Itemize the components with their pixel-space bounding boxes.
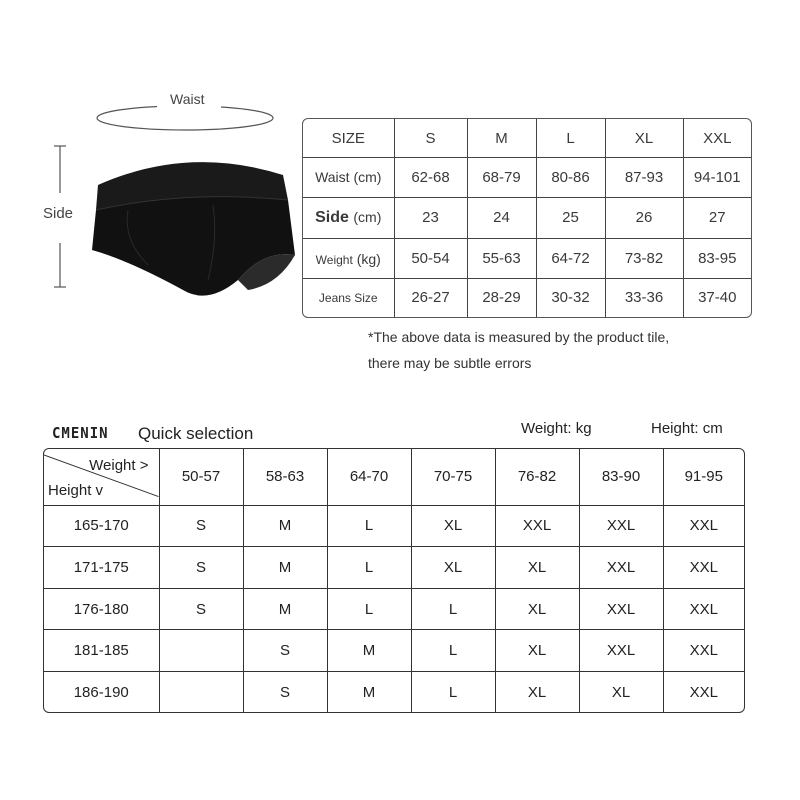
size-chart-table	[302, 118, 752, 318]
height-cell: 186-190	[44, 672, 159, 713]
table-cell: XL	[411, 547, 495, 589]
size-row-jeans	[303, 278, 751, 317]
table-cell	[159, 630, 243, 672]
size-header-label: SIZE	[303, 119, 394, 158]
table-cell: XXL	[579, 505, 663, 547]
table-cell: M	[243, 547, 327, 589]
row-label-unit: (kg)	[356, 250, 381, 267]
table-cell: S	[159, 547, 243, 589]
table-cell: XXL	[663, 547, 744, 589]
table-cell: 26-27	[394, 278, 467, 317]
table-cell: 30-32	[536, 278, 605, 317]
table-cell: 26	[605, 197, 683, 239]
table-cell: XL	[495, 630, 579, 672]
table-cell: 94-101	[683, 158, 751, 198]
weight-header-cell: 70-75	[411, 449, 495, 505]
row-label-text: Waist	[315, 169, 350, 186]
table-cell: 33-36	[605, 278, 683, 317]
height-cell: 181-185	[44, 630, 159, 672]
table-cell: M	[327, 672, 411, 713]
row-label	[303, 158, 394, 198]
table-cell: XXL	[579, 588, 663, 630]
table-cell: XL	[495, 547, 579, 589]
table-cell: 87-93	[605, 158, 683, 198]
row-label: Jeans Size	[303, 278, 394, 317]
briefs-product-icon	[88, 140, 298, 300]
corner-height-label: Height v	[48, 481, 104, 499]
side-label: Side	[43, 205, 74, 222]
table-cell: 28-29	[467, 278, 536, 317]
table-cell: XXL	[495, 505, 579, 547]
corner-header-cell	[44, 449, 159, 505]
weight-header-cell: 91-95	[663, 449, 744, 505]
table-cell: XXL	[663, 588, 744, 630]
measurement-note-cont: there may be subtle errors	[368, 355, 532, 371]
table-cell: 64-72	[536, 239, 605, 279]
table-cell: L	[327, 547, 411, 589]
table-cell: S	[159, 588, 243, 630]
table-cell: XXL	[579, 547, 663, 589]
table-cell: L	[411, 588, 495, 630]
size-row-waist	[303, 158, 751, 198]
table-cell: XL	[495, 588, 579, 630]
row-label	[303, 197, 394, 239]
table-cell: L	[327, 505, 411, 547]
table-cell: XL	[411, 505, 495, 547]
weight-header-cell: 64-70	[327, 449, 411, 505]
table-cell: 83-95	[683, 239, 751, 279]
table-cell: XXL	[579, 630, 663, 672]
table-cell: M	[243, 588, 327, 630]
table-cell: XL	[495, 672, 579, 713]
table-cell: 23	[394, 197, 467, 239]
weight-header-cell: 50-57	[159, 449, 243, 505]
table-row	[44, 588, 744, 630]
row-label-text: Side	[315, 208, 349, 226]
height-cell: 165-170	[44, 505, 159, 547]
row-label-unit: (cm)	[353, 169, 382, 186]
row-label-text: Weight	[315, 252, 353, 267]
table-cell: 62-68	[394, 158, 467, 198]
table-cell: 55-63	[467, 239, 536, 279]
table-cell: 68-79	[467, 158, 536, 198]
table-cell: XL	[579, 672, 663, 713]
table-row	[44, 672, 744, 713]
table-cell	[159, 672, 243, 713]
row-label	[303, 239, 394, 279]
table-cell: XXL	[663, 630, 744, 672]
table-cell: 27	[683, 197, 751, 239]
measurement-note: *The above data is measured by the product tile,	[368, 329, 670, 345]
table-cell: S	[243, 672, 327, 713]
table-cell: XXL	[663, 505, 744, 547]
table-cell: XXL	[663, 672, 744, 713]
table-cell: 80-86	[536, 158, 605, 198]
table-cell: 50-54	[394, 239, 467, 279]
table-cell: L	[411, 630, 495, 672]
table-cell: L	[411, 672, 495, 713]
table-cell: S	[243, 630, 327, 672]
table-row	[44, 630, 744, 672]
table-row	[44, 505, 744, 547]
size-header-row	[303, 119, 751, 158]
waist-label: Waist	[170, 91, 205, 107]
weight-header-cell: 83-90	[579, 449, 663, 505]
height-cell: 176-180	[44, 588, 159, 630]
row-label-unit: (cm)	[353, 208, 382, 225]
quick-selection-table	[43, 448, 745, 713]
corner-weight-label: Weight >	[89, 457, 149, 474]
size-header-cell: XXL	[683, 119, 751, 158]
size-header-cell: L	[536, 119, 605, 158]
size-row-side	[303, 197, 751, 239]
table-cell: M	[243, 505, 327, 547]
table-cell: S	[159, 505, 243, 547]
table-cell: L	[327, 588, 411, 630]
size-header-cell: XL	[605, 119, 683, 158]
weight-header-cell: 58-63	[243, 449, 327, 505]
weight-header-row	[44, 449, 744, 505]
height-cell: 171-175	[44, 547, 159, 589]
weight-header-cell: 76-82	[495, 449, 579, 505]
table-cell: M	[327, 630, 411, 672]
size-header-cell: M	[467, 119, 536, 158]
size-row-weight	[303, 239, 751, 279]
table-cell: 25	[536, 197, 605, 239]
table-cell: 24	[467, 197, 536, 239]
weight-unit-label: Weight: kg	[521, 420, 592, 437]
size-header-cell: S	[394, 119, 467, 158]
height-unit-label: Height: cm	[651, 420, 723, 437]
brand-logo: CMENIN	[52, 425, 109, 443]
table-row	[44, 547, 744, 589]
table-cell: 37-40	[683, 278, 751, 317]
quick-selection-title: Quick selection	[138, 424, 254, 443]
table-cell: 73-82	[605, 239, 683, 279]
